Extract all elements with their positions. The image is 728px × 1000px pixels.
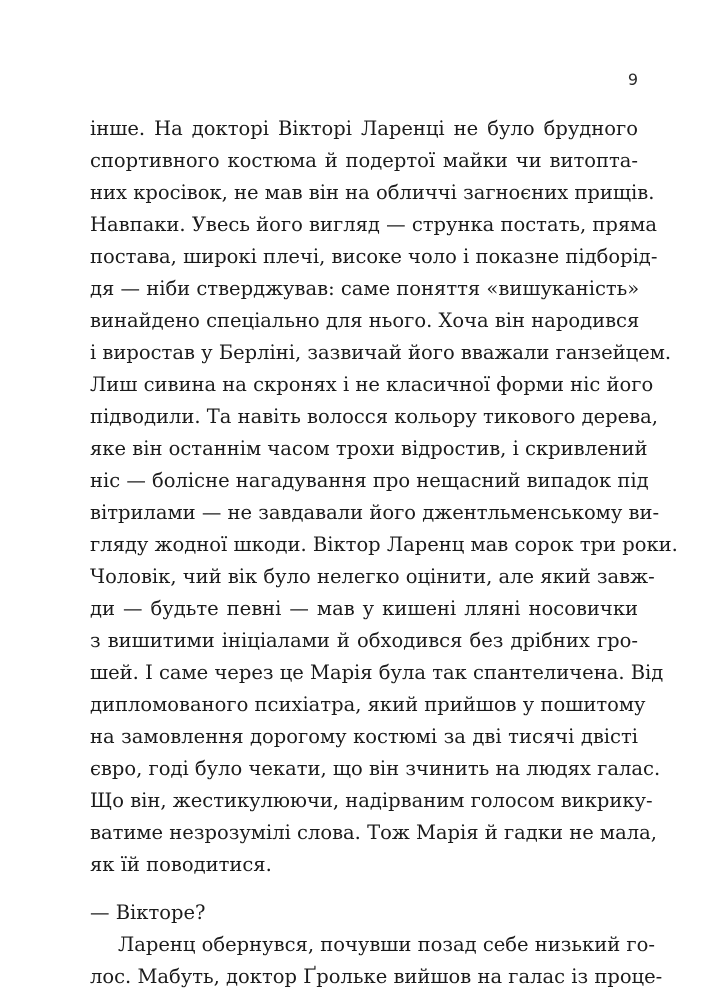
page-number: 9 [627,70,638,89]
text-line: на замовлення дорогому костюмі за дві тисячі двісті [90,725,638,748]
dialogue-line: Ларенц обернувся, почувши позад себе низький го- [118,933,655,956]
text-line: дипломованого психіатра, який прийшов у пошитому [90,693,646,716]
text-line: як їй поводитися. [90,853,272,876]
text-line: шей. І саме через це Марія була так спантеличена. Від [90,661,664,684]
text-line: підводили. Та навіть волосся кольору тикового дерева, [90,405,658,428]
text-line: і виростав у Берліні, зазвичай його вважали ганзейцем. [90,341,672,364]
text-line: ди — будьте певні — мав у кишені лляні носовички [90,597,638,620]
text-line: постава, широкі плечі, високе чоло і показне підборід- [90,245,658,268]
text-line: спортивного костюма й подертої майки чи витопта- [90,149,638,172]
dialogue-line: — Вікторе? [90,901,206,924]
text-line: вітрилами — не завдавали його джентльменському ви- [90,501,660,524]
dialogue-line: лос. Мабуть, доктор Ґрольке вийшов на галас із проце- [90,965,663,988]
text-line: з вишитими ініціалами й обходився без дрібних гро- [90,629,638,652]
text-line: Лиш сивина на скронях і не класичної форми ніс його [90,373,654,396]
text-line: гляду жодної шкоди. Віктор Ларенц мав сорок три роки. [90,533,678,556]
text-line: Що він, жестикулюючи, надірваним голосом викрику- [90,789,653,812]
text-line: дя — ніби стверджував: саме поняття «вишуканість» [90,277,640,300]
text-line: них кросівок, не мав він на обличчі загноєних прищів. [90,181,655,204]
text-line: винайдено спеціально для нього. Хоча він народився [90,309,640,332]
text-line: інше. На докторі Вікторі Ларенці не було брудного [90,117,638,140]
text-line: ніс — болісне нагадування про нещасний випадок під [90,469,649,492]
text-line: яке він останнім часом трохи відростив, і скривлений [90,437,648,460]
text-line: Чоловік, чий вік було нелегко оцінити, але який завж- [90,565,655,588]
text-line: ватиме незрозумілі слова. Тож Марія й гадки не мала, [90,821,657,844]
text-line: Навпаки. Увесь його вигляд — струнка постать, пряма [90,213,657,236]
text-line: євро, годі було чекати, що він зчинить на людях галас. [90,757,661,780]
